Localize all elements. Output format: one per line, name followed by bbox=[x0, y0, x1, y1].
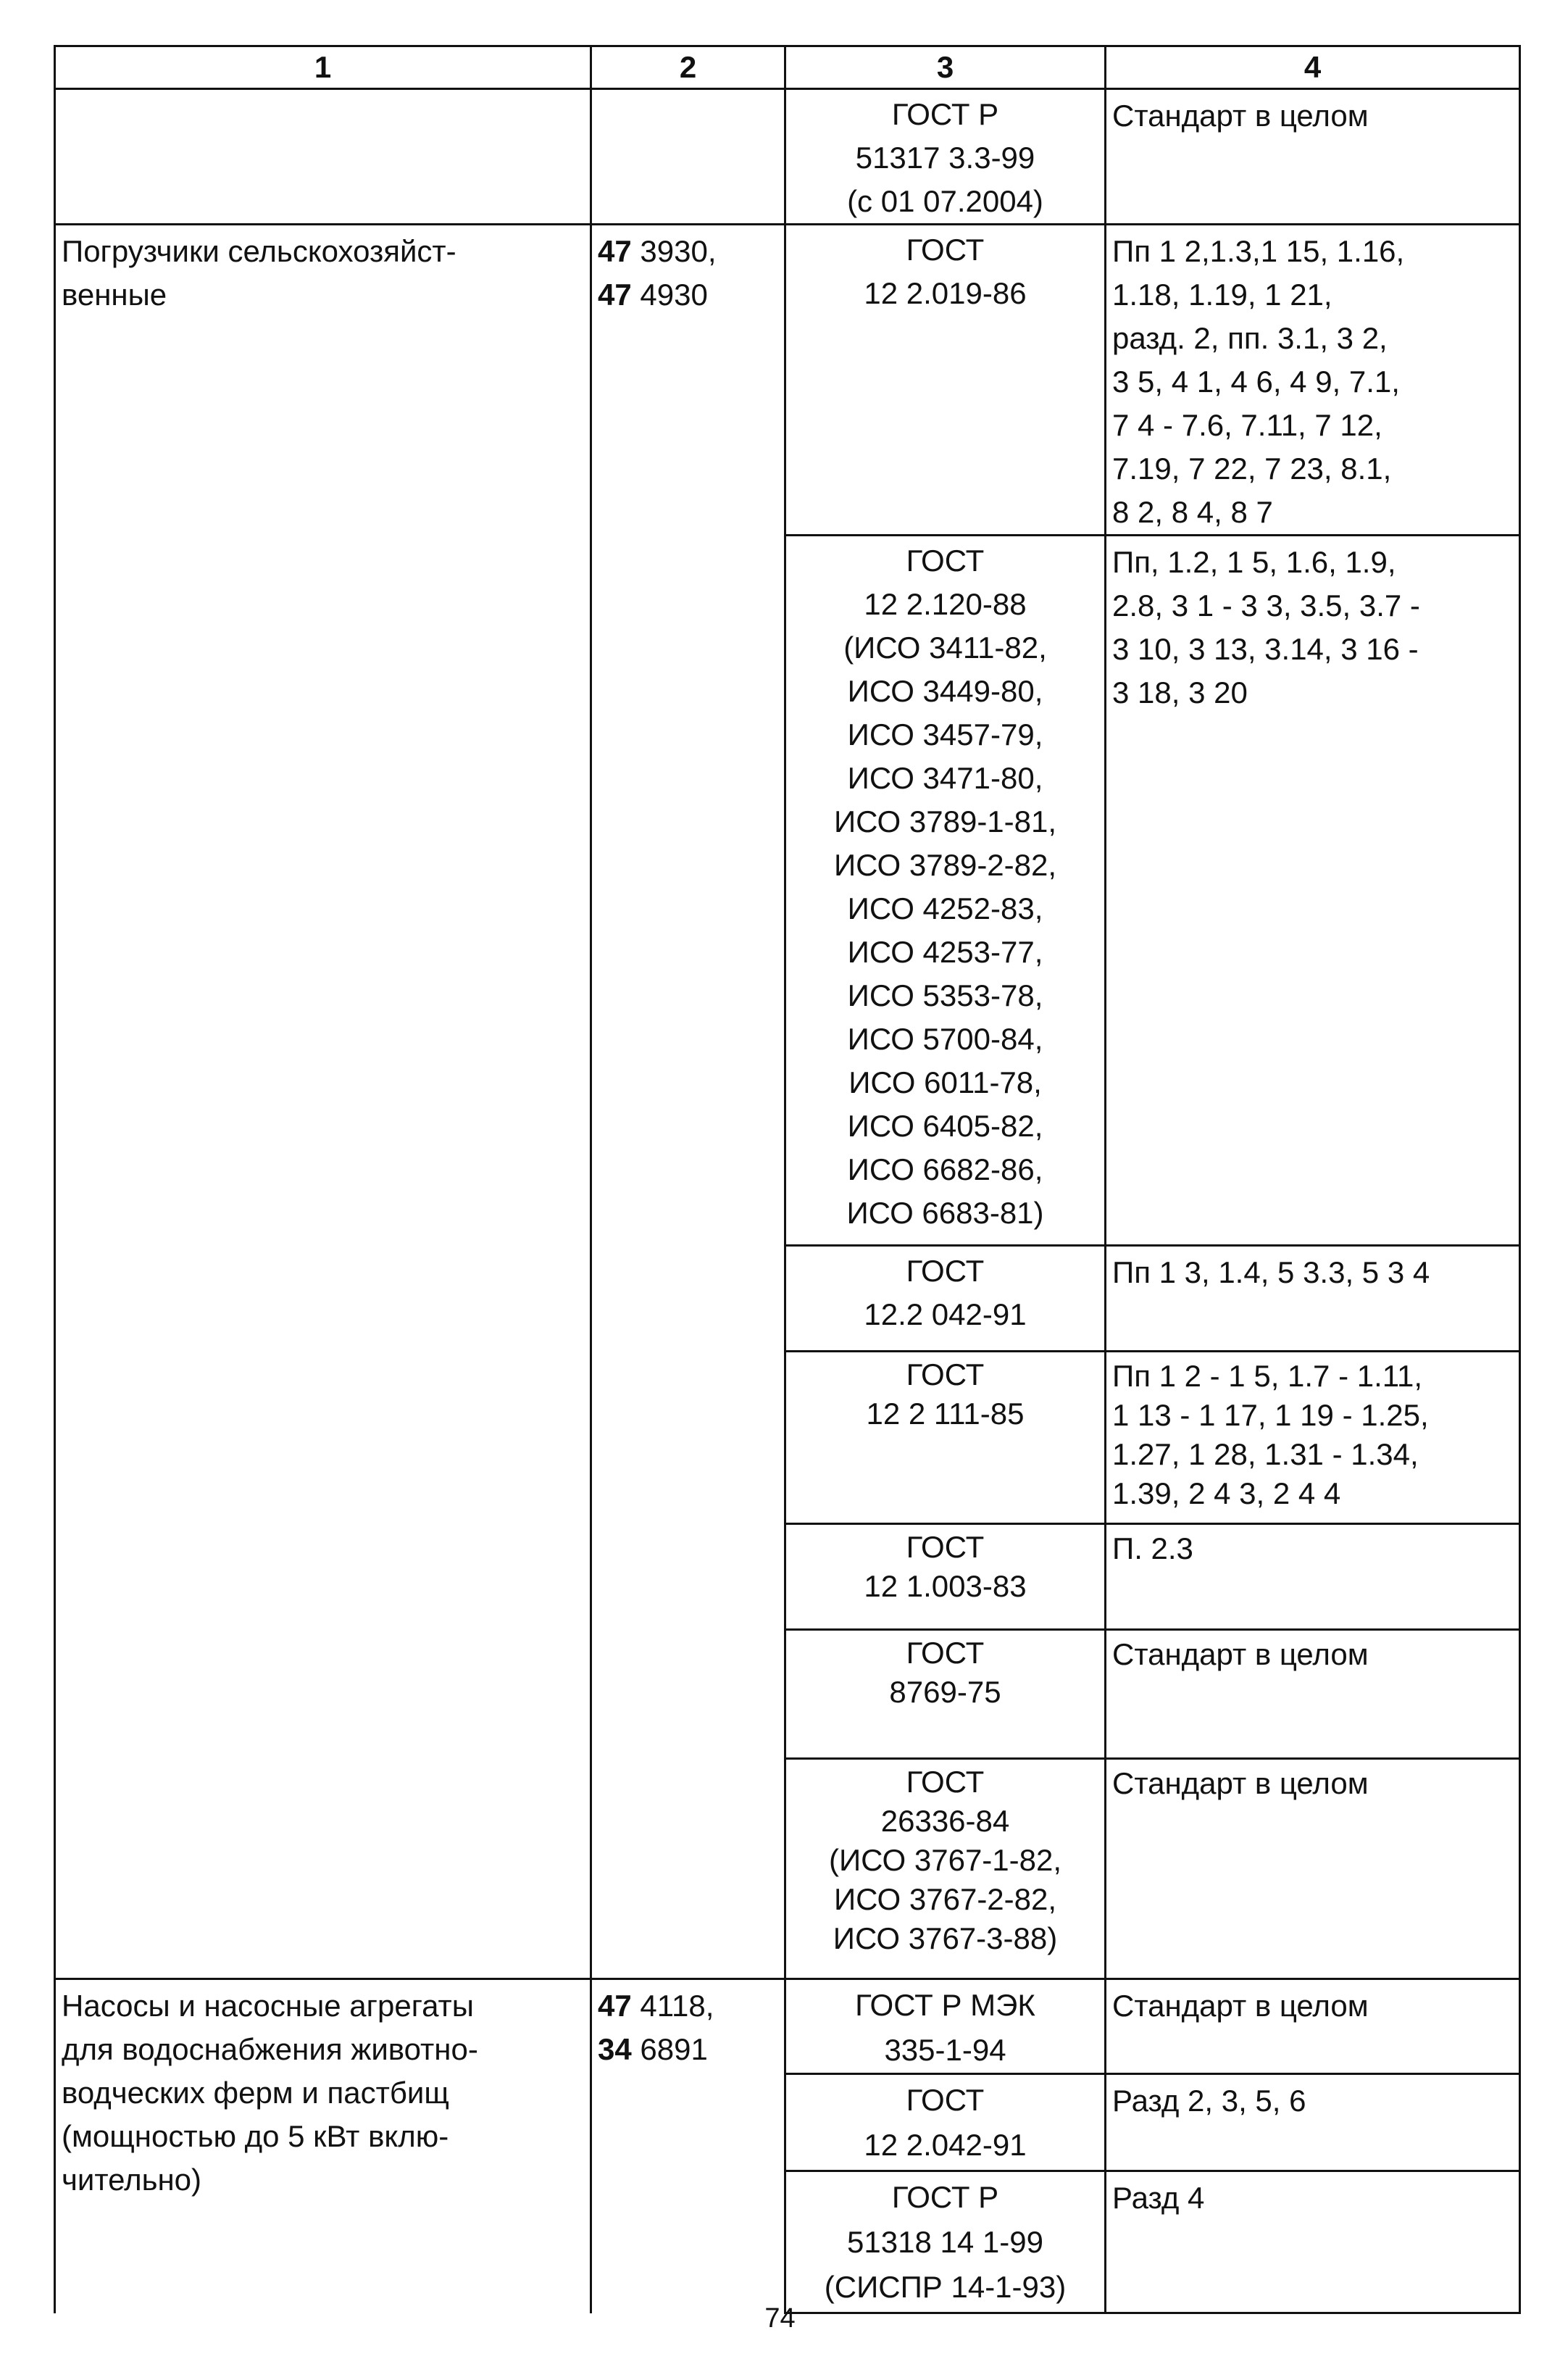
code-cell: 47 3930, 47 4930 bbox=[591, 225, 785, 1979]
standard-cell: ГОСТ 12 2 111-85 bbox=[785, 1352, 1106, 1524]
page-number: 74 bbox=[764, 2303, 796, 2334]
requirements-cell: Разд 2, 3, 5, 6 bbox=[1106, 2074, 1520, 2171]
standard-cell: ГОСТ 12 2.019-86 bbox=[785, 225, 1106, 536]
requirements-cell: Разд 4 bbox=[1106, 2171, 1520, 2313]
requirements-cell: Пп 1 2,1.3,1 15, 1.16, 1.18, 1.19, 1 21, разд. 2, пп. 3.1, 3 2, 3 5, 4 1, 4 6, 4 9, 7.1, 7 4 - 7.6, 7.11, 7 12, 7.19, 7 22, 7 23, 8.1, 8 2, 8 4, 8 7 bbox=[1106, 225, 1520, 536]
header-row bbox=[55, 46, 1520, 89]
requirements-cell: Пп 1 3, 1.4, 5 3.3, 5 3 4 bbox=[1106, 1246, 1520, 1352]
product-cell: Погрузчики сельскохозяйст- венные bbox=[55, 225, 591, 1979]
requirements-cell: Пп 1 2 - 1 5, 1.7 - 1.11, 1 13 - 1 17, 1 19 - 1.25, 1.27, 1 28, 1.31 - 1.34, 1.39, 2 4 3, 2 4 4 bbox=[1106, 1352, 1520, 1524]
standard-cell: ГОСТ Р МЭК 335-1-94 bbox=[785, 1979, 1106, 2074]
requirements-cell: Пп, 1.2, 1 5, 1.6, 1.9, 2.8, 3 1 - 3 3, 3.5, 3.7 - 3 10, 3 13, 3.14, 3 16 - 3 18, 3 20 bbox=[1106, 536, 1520, 1246]
requirements-cell: Стандарт в целом bbox=[1106, 1759, 1520, 1979]
standard-cell: ГОСТ 8769-75 bbox=[785, 1630, 1106, 1759]
standard-cell: ГОСТ 12 2.042-91 bbox=[785, 2074, 1106, 2171]
table-row bbox=[55, 225, 1520, 536]
header-col-4: 4 bbox=[1106, 46, 1520, 89]
standard-cell: ГОСТ Р 51318 14 1-99 (СИСПР 14-1-93) bbox=[785, 2171, 1106, 2313]
table-row bbox=[55, 89, 1520, 225]
standard-cell: ГОСТ 12 2.120-88 (ИСО 3411-82, ИСО 3449-80, ИСО 3457-79, ИСО 3471-80, ИСО 3789-1-81, ИСО 3789-2-82, ИСО 4252-83, ИСО 4253-77, ИСО 5353-78, ИСО 5700-84, ИСО 6011-78, ИСО 6405-82, ИСО 6682-86, ИСО 6683-81) bbox=[785, 536, 1106, 1246]
requirements-cell: Стандарт в целом bbox=[1106, 1979, 1520, 2074]
table-row bbox=[55, 1979, 1520, 2074]
code-cell: 47 4118, 34 6891 bbox=[591, 1979, 785, 2313]
code-cell-empty bbox=[591, 89, 785, 225]
header-col-3: 3 bbox=[785, 46, 1106, 89]
standard-cell: ГОСТ 12.2 042-91 bbox=[785, 1246, 1106, 1352]
requirements-cell: Стандарт в целом bbox=[1106, 89, 1520, 225]
header-col-2: 2 bbox=[591, 46, 785, 89]
header-col-1: 1 bbox=[55, 46, 591, 89]
product-cell-empty bbox=[55, 89, 591, 225]
standard-cell: ГОСТ 12 1.003-83 bbox=[785, 1524, 1106, 1630]
product-cell: Насосы и насосные агрегаты для водоснабжения животно- водческих ферм и пастбищ (мощностью до 5 кВт вклю- чительно) bbox=[55, 1979, 591, 2313]
requirements-cell: Стандарт в целом bbox=[1106, 1630, 1520, 1759]
standards-table bbox=[54, 45, 1521, 2314]
standard-cell: ГОСТ 26336-84 (ИСО 3767-1-82, ИСО 3767-2-82, ИСО 3767-3-88) bbox=[785, 1759, 1106, 1979]
requirements-cell: П. 2.3 bbox=[1106, 1524, 1520, 1630]
standard-cell: ГОСТ Р 51317 3.3-99 (с 01 07.2004) bbox=[785, 89, 1106, 225]
